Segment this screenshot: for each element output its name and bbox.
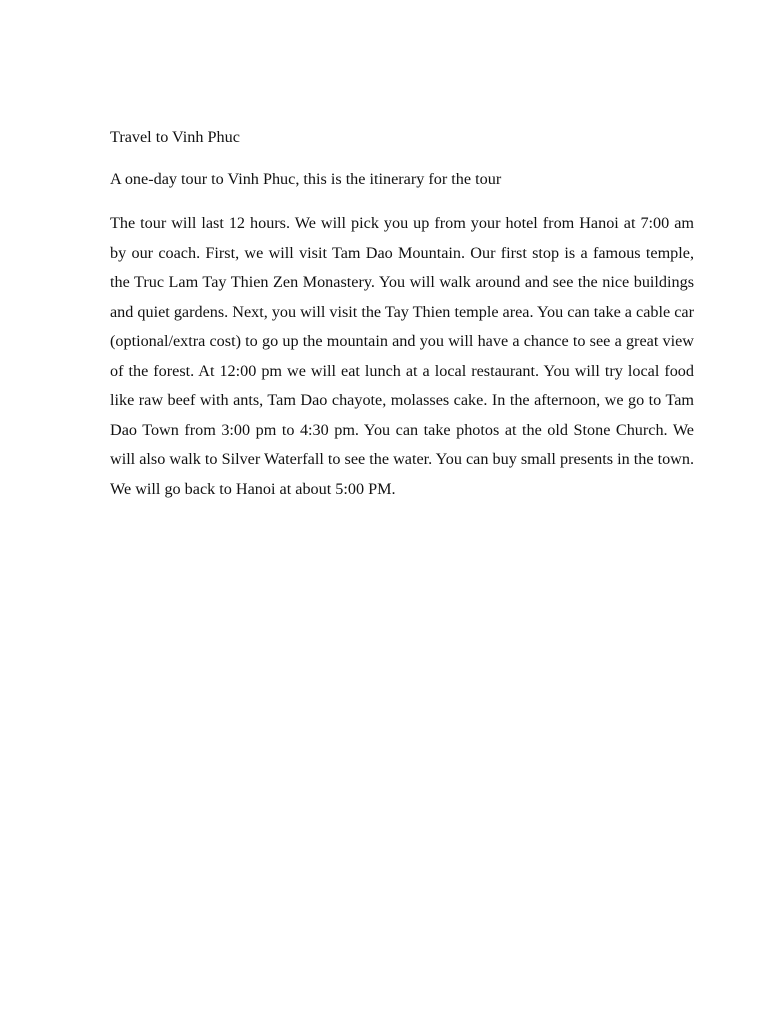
document-page <box>110 126 694 504</box>
document-title: Travel to Vinh Phuc <box>110 128 240 146</box>
document-subtitle: A one-day tour to Vinh Phuc, this is the itinerary for the tour <box>110 170 502 188</box>
document-body-paragraph: The tour will last 12 hours. We will pick you up from your hotel from Hanoi at 7:00 am by our coach. First, we will visit Tam Dao Mountain. Our first stop is a famous temple, the Truc Lam Tay Thien Zen Monastery. You will walk around and see the nice buildings and quiet gardens. Next, you will visit the Tay Thien temple area. You can take a cable car (optional/extra cost) to go up the mountain and you will have a chance to see a great view of the forest. At 12:00 pm we will eat lunch at a local restaurant. You will try local food like raw beef with ants, Tam Dao chayote, molasses cake. In the afternoon, we go to Tam Dao Town from 3:00 pm to 4:30 pm. You can take photos at the old Stone Church. We will also walk to Silver Waterfall to see the water. You can buy small presents in the town. We will go back to Hanoi at about 5:00 PM. <box>110 214 694 498</box>
